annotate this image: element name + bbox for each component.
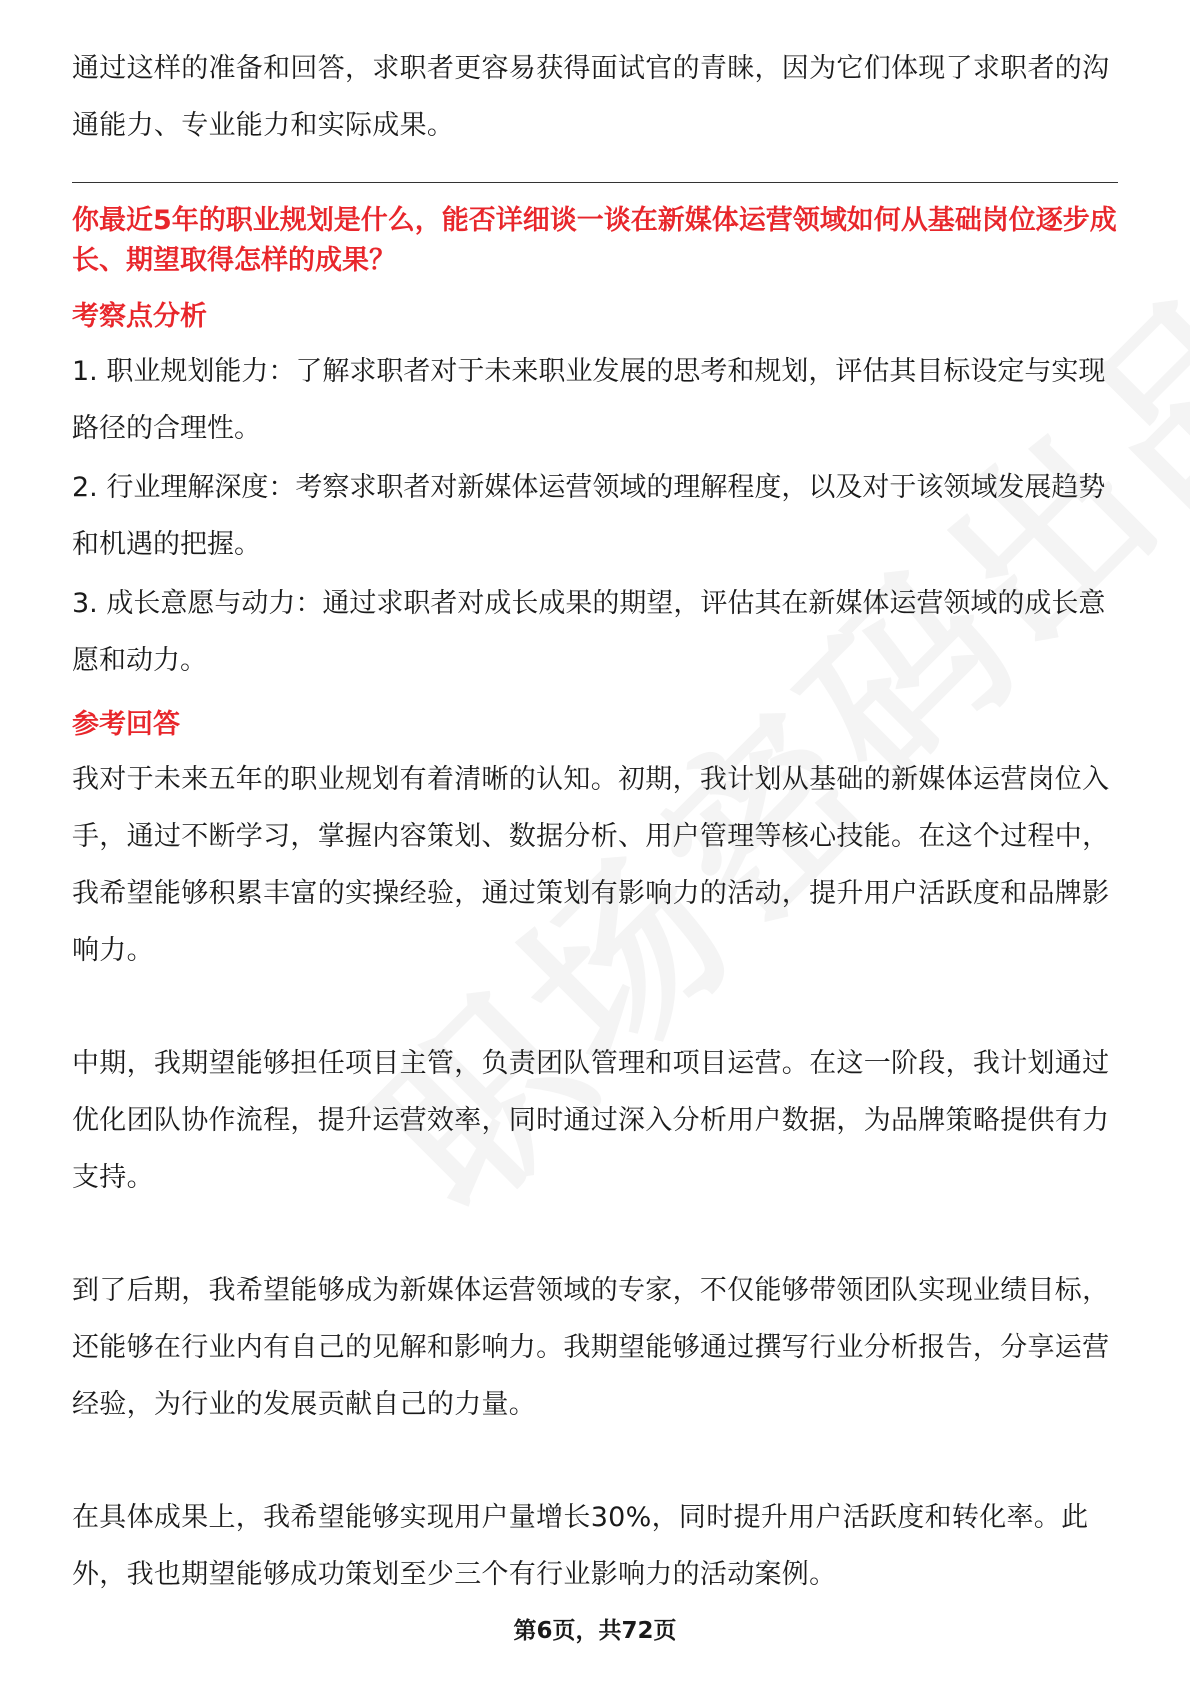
interview-question: 你最近5年的职业规划是什么，能否详细谈一谈在新媒体运营领域如何从基础岗位逐步成长、期望取得怎样的成果？ — [72, 205, 1117, 276]
analysis-title: 考察点分析 — [72, 301, 207, 332]
page-number: 第6页，共72页 — [513, 1618, 677, 1644]
analysis-item-1: 1. 职业规划能力：了解求职者对于未来职业发展的思考和规划，评估其目标设定与实现路径的合理性。 — [72, 356, 1106, 444]
answer-paragraph-2: 中期，我期望能够担任项目主管，负责团队管理和项目运营。在这一阶段，我计划通过优化团队协作流程，提升运营效率，同时通过深入分析用户数据，为品牌策略提供有力支持。 — [72, 1048, 1110, 1193]
analysis-item-3: 3. 成长意愿与动力：通过求职者对成长成果的期望，评估其在新媒体运营领域的成长意愿和动力。 — [72, 588, 1106, 676]
analysis-item-2: 2. 行业理解深度：考察求职者对新媒体运营领域的理解程度，以及对于该领域发展趋势和机遇的把握。 — [72, 472, 1106, 560]
answer-paragraph-4: 在具体成果上，我希望能够实现用户量增长30%，同时提升用户活跃度和转化率。此外，我也期望能够成功策划至少三个有行业影响力的活动案例。 — [72, 1502, 1089, 1590]
document-page — [72, 40, 1118, 1603]
answer-paragraph-3: 到了后期，我希望能够成为新媒体运营领域的专家，不仅能够带领团队实现业绩目标，还能够在行业内有自己的见解和影响力。我期望能够通过撰写行业分析报告，分享运营经验，为行业的发展贡献自己的力量。 — [72, 1275, 1110, 1420]
intro-paragraph: 通过这样的准备和回答，求职者更容易获得面试官的青睐，因为它们体现了求职者的沟通能力、专业能力和实际成果。 — [72, 53, 1110, 141]
answer-title: 参考回答 — [72, 709, 180, 740]
section-divider — [72, 182, 1118, 183]
answer-paragraph-1: 我对于未来五年的职业规划有着清晰的认知。初期，我计划从基础的新媒体运营岗位入手，通过不断学习，掌握内容策划、数据分析、用户管理等核心技能。在这个过程中，我希望能够积累丰富的实操经验，通过策划有影响力的活动，提升用户活跃度和品牌影响力。 — [72, 764, 1110, 966]
